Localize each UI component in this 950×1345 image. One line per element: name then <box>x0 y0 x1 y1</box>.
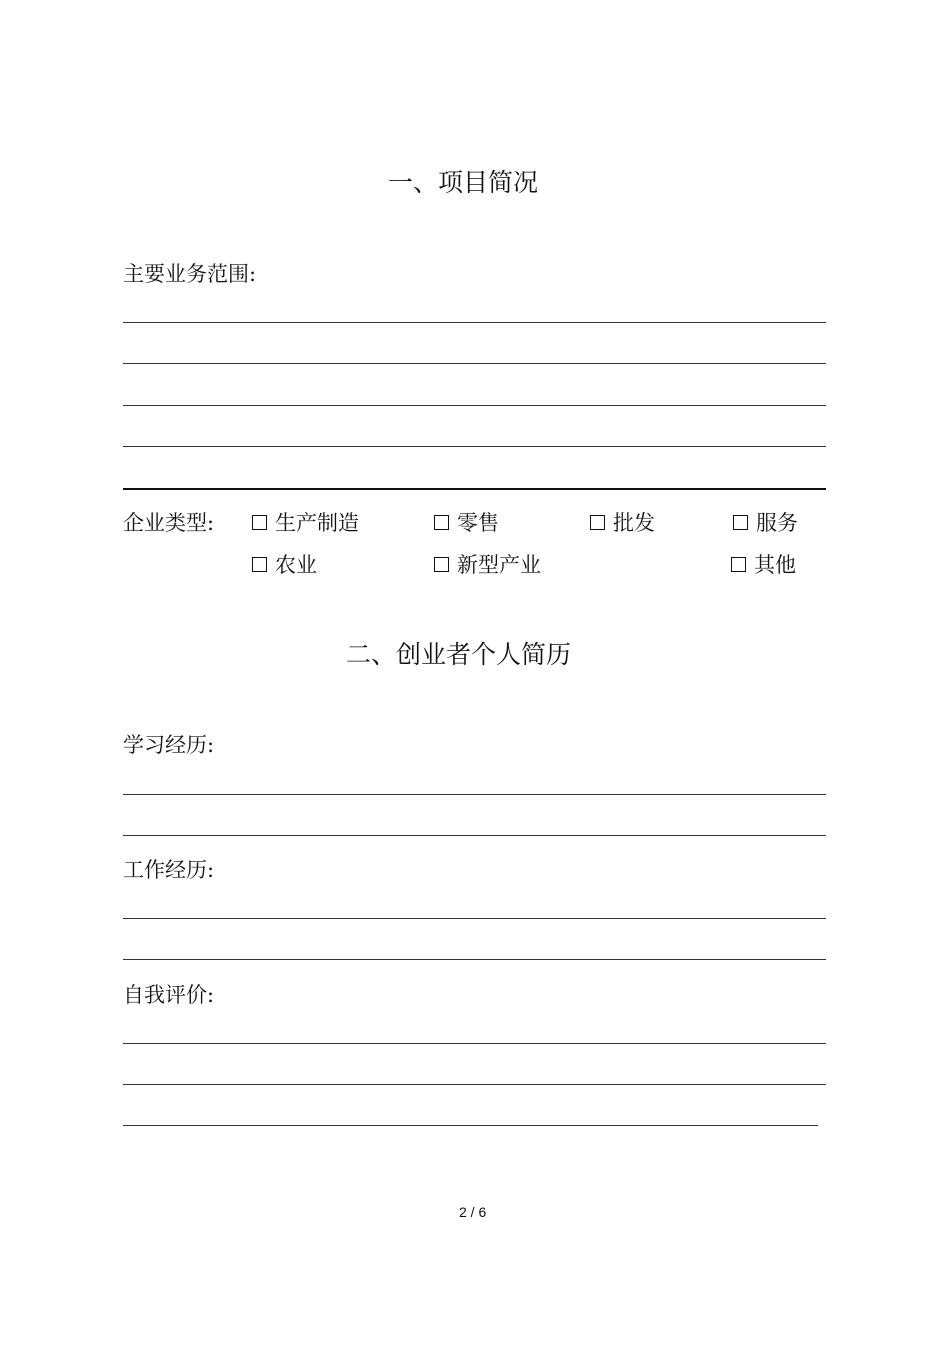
self-eval-line-3[interactable] <box>123 1125 818 1126</box>
checkbox-icon[interactable] <box>590 515 605 530</box>
work-line-2[interactable] <box>123 959 826 960</box>
checkbox-icon[interactable] <box>733 515 748 530</box>
page-number: 2 / 6 <box>459 1204 487 1220</box>
checkbox-icon[interactable] <box>731 557 746 572</box>
business-scope-label: 主要业务范围: <box>123 262 257 286</box>
option-retail[interactable] <box>434 507 499 537</box>
business-scope-line-1[interactable] <box>123 322 826 323</box>
education-label: 学习经历: <box>123 733 215 757</box>
option-service[interactable] <box>733 507 798 537</box>
enterprise-type-label: 企业类型: <box>123 511 215 535</box>
self-eval-line-1[interactable] <box>123 1043 826 1044</box>
option-agriculture[interactable] <box>252 549 317 579</box>
business-scope-line-2[interactable] <box>123 363 826 364</box>
option-label: 生产制造 <box>275 511 359 535</box>
option-label: 其他 <box>754 553 796 577</box>
self-evaluation-label: 自我评价: <box>123 983 215 1007</box>
education-line-1[interactable] <box>123 794 826 795</box>
checkbox-icon[interactable] <box>252 515 267 530</box>
checkbox-icon[interactable] <box>434 515 449 530</box>
section-divider <box>123 488 826 490</box>
option-label: 新型产业 <box>457 553 541 577</box>
business-scope-line-3[interactable] <box>123 405 826 406</box>
option-label: 批发 <box>613 511 655 535</box>
education-line-2[interactable] <box>123 835 826 836</box>
checkbox-icon[interactable] <box>434 557 449 572</box>
option-wholesale[interactable] <box>590 507 655 537</box>
section-title-project-overview: 一、项目简况 <box>388 168 539 197</box>
work-experience-label: 工作经历: <box>123 858 215 882</box>
self-eval-line-2[interactable] <box>123 1084 826 1085</box>
option-label: 农业 <box>275 553 317 577</box>
option-label: 零售 <box>457 511 499 535</box>
section-title-founder-resume: 二、创业者个人简历 <box>346 640 572 669</box>
option-other[interactable] <box>731 549 796 579</box>
option-manufacturing[interactable] <box>252 507 359 537</box>
work-line-1[interactable] <box>123 918 826 919</box>
option-new-industry[interactable] <box>434 549 541 579</box>
checkbox-icon[interactable] <box>252 557 267 572</box>
business-scope-line-4[interactable] <box>123 446 826 447</box>
option-label: 服务 <box>756 511 798 535</box>
